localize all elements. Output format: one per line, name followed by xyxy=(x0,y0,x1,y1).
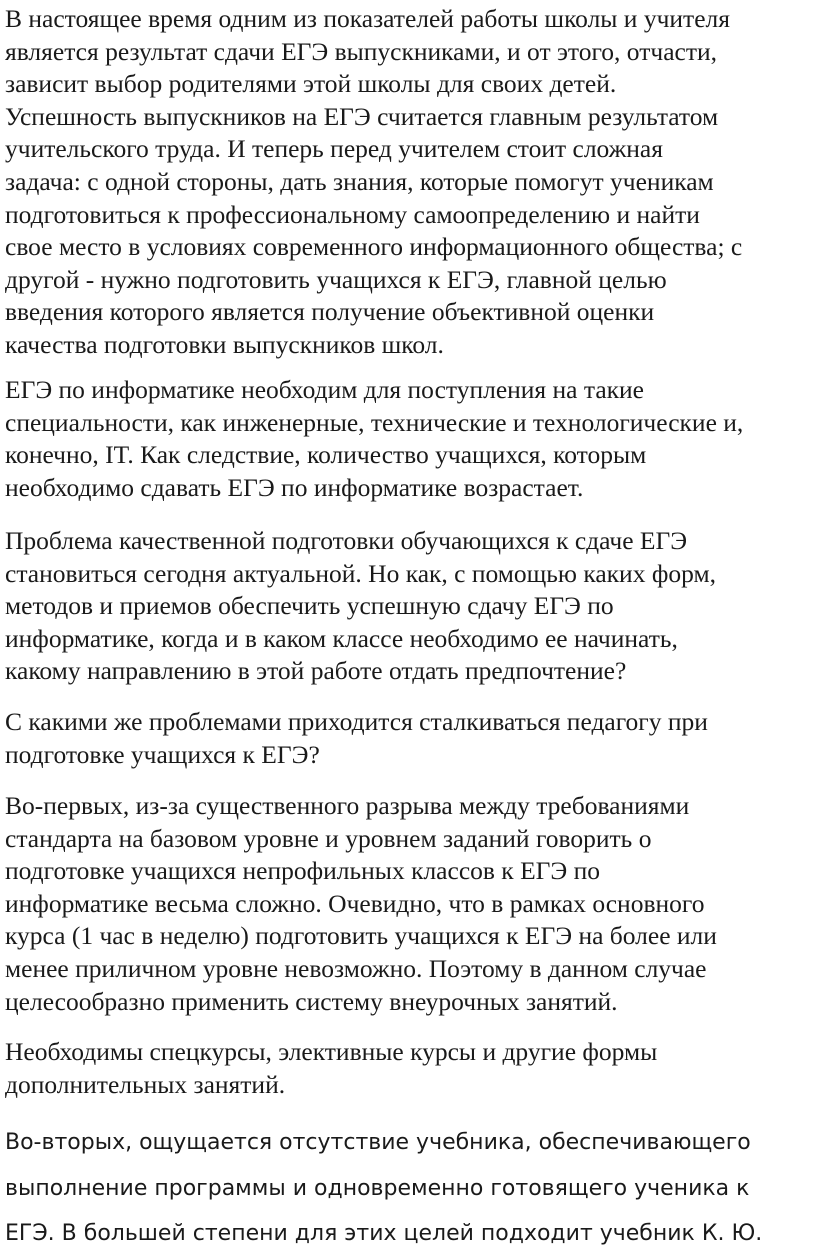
text-line: необходимо сдавать ЕГЭ по информатике возрастает. xyxy=(5,472,584,502)
paragraph-ege-results xyxy=(5,3,742,362)
paragraph-first-point xyxy=(5,790,717,1018)
text-line: стандарта на базовом уровне и уровнем заданий говорить о xyxy=(5,823,652,853)
text-line: информатике, когда и в каком классе необходимо ее начинать, xyxy=(5,623,678,653)
paragraph-teacher-problems xyxy=(5,706,708,771)
text-line: учительского труда. И теперь перед учителем стоит сложная xyxy=(5,134,663,164)
text-line: выполнение программы и одновременно готовящего ученика к xyxy=(5,1175,750,1201)
text-line: конечно, IT. Как следствие, количество учащихся, которым xyxy=(5,440,647,470)
paragraph-special-courses xyxy=(5,1036,657,1101)
text-line: методов и приемов обеспечить успешную сдачу ЕГЭ по xyxy=(5,591,614,621)
text-line: С какими же проблемами приходится сталкиваться педагогу при xyxy=(5,707,708,736)
paragraph-preparation-problem xyxy=(5,525,716,688)
text-line: Успешность выпускников на ЕГЭ считается главным результатом xyxy=(5,101,719,131)
paragraph-second-point xyxy=(5,1120,762,1257)
text-line: свое место в условиях современного информационного общества; с xyxy=(5,232,743,262)
text-line: специальности, как инженерные, технические и технологические и, xyxy=(5,407,744,437)
text-line: ЕГЭ по информатике необходим для поступления на такие xyxy=(5,375,644,404)
text-line: В настоящее время одним из показателей работы школы и учителя xyxy=(5,4,730,33)
paragraph-informatics-need xyxy=(5,374,743,504)
text-line: целесообразно применить систему внеурочных занятий. xyxy=(5,986,618,1016)
text-line: является результат сдачи ЕГЭ выпускниками, и от этого, отчасти, xyxy=(5,36,717,66)
text-line: ЕГЭ. В большей степени для этих целей подходит учебник К. Ю. xyxy=(5,1221,763,1246)
text-line: задача: с одной стороны, дать знания, которые помогут ученикам xyxy=(5,166,714,196)
text-line: другой - нужно подготовить учащихся к ЕГЭ, главной целью xyxy=(5,264,667,294)
text-line: качества подготовки выпускников школ. xyxy=(5,329,444,359)
text-line: Необходимы спецкурсы, элективные курсы и другие формы xyxy=(5,1037,658,1066)
text-line: подготовке учащихся непрофильных классов к ЕГЭ по xyxy=(5,856,600,886)
text-line: информатике весьма сложно. Очевидно, что в рамках основного xyxy=(5,888,705,918)
text-line: дополнительных занятий. xyxy=(5,1069,286,1099)
text-line: подготовке учащихся к ЕГЭ? xyxy=(5,739,320,769)
text-line: менее приличном уровне невозможно. Поэтому в данном случае xyxy=(5,953,707,983)
text-line: подготовиться к профессиональному самоопределению и найти xyxy=(5,199,700,229)
text-line: зависит выбор родителями этой школы для своих детей. xyxy=(5,69,617,99)
text-line: какому направлению в этой работе отдать предпочтение? xyxy=(5,656,627,686)
text-line: курса (1 час в неделю) подготовить учащихся к ЕГЭ на более или xyxy=(5,921,717,951)
text-line: Проблема качественной подготовки обучающихся к сдаче ЕГЭ xyxy=(5,526,688,555)
text-line: введения которого является получение объективной оценки xyxy=(5,297,655,327)
text-line: становиться сегодня актуальной. Но как, с помощью каких форм, xyxy=(5,558,716,588)
text-line: Во-вторых, ощущается отсутствие учебника, обеспечивающего xyxy=(5,1130,751,1155)
text-line: Во-первых, из-за существенного разрыва между требованиями xyxy=(5,791,690,820)
